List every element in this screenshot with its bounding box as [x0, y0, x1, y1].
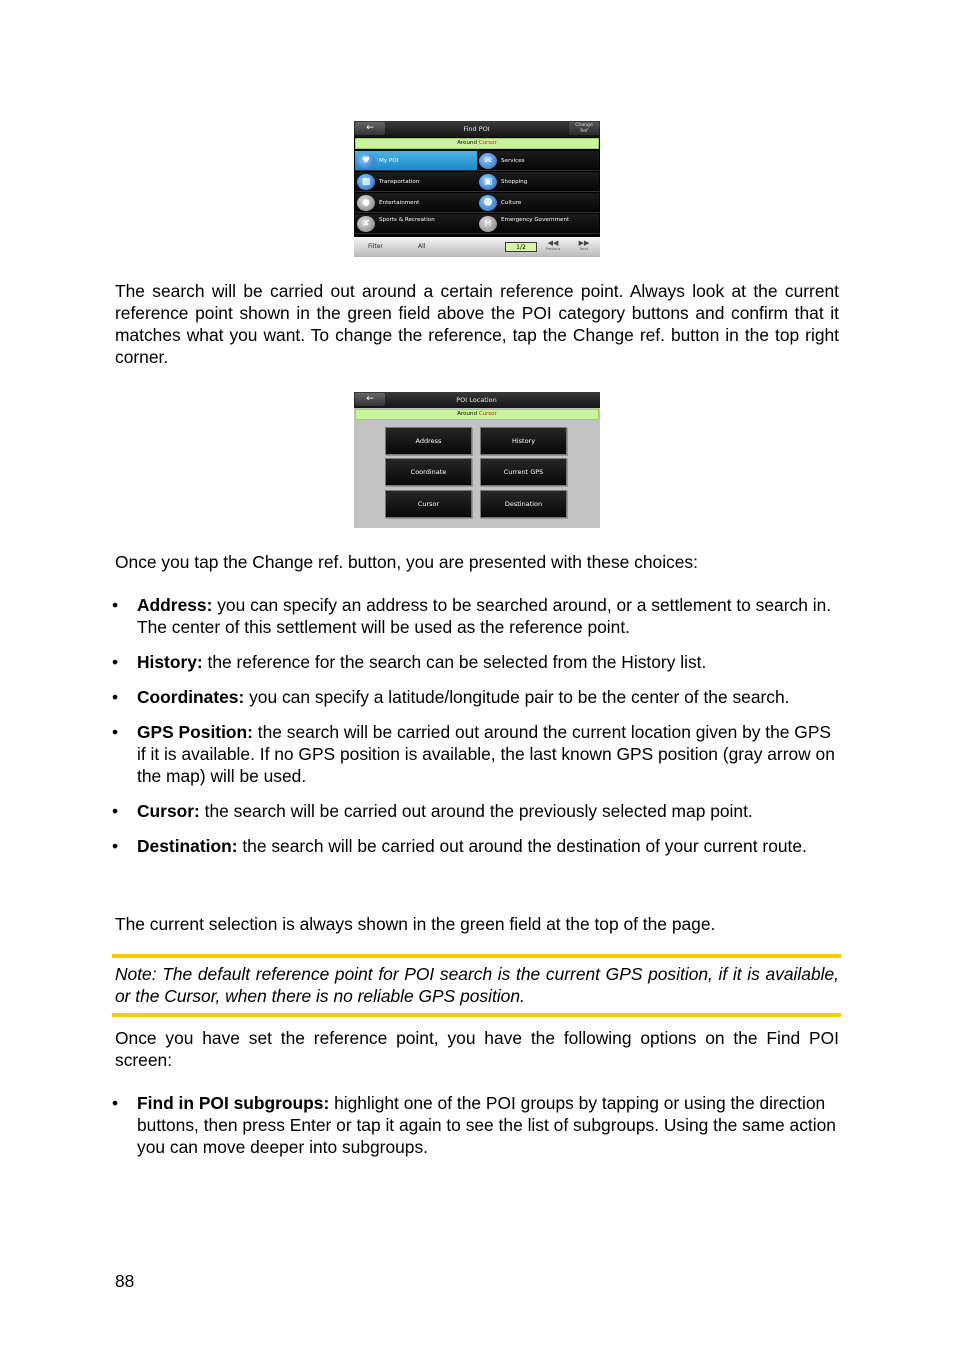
choice-term: GPS Position: — [137, 722, 253, 742]
find-poi-top-bar — [354, 121, 600, 137]
around-label: Around — [457, 140, 477, 146]
poi-location-title: POI Location — [456, 396, 497, 404]
choice-term: Coordinates: — [137, 687, 245, 707]
theater-masks-icon: ☻ — [479, 195, 497, 211]
choice-text: the reference for the search can be selected from the History list. — [202, 652, 707, 672]
choice-coordinates — [108, 686, 839, 708]
bullet: • — [111, 652, 119, 672]
choice-destination — [108, 835, 839, 857]
bullet: • — [111, 1093, 119, 1113]
previous-arrow-icon: ◀◀ — [547, 239, 559, 247]
change-ref-button[interactable] — [569, 122, 599, 135]
poi-location-screenshot — [354, 392, 600, 528]
destination-button[interactable]: Destination — [480, 490, 567, 518]
change-ref-label-1: Change — [575, 123, 593, 128]
paragraph-reference-point: The search will be carried out around a certain reference point. Always look at the current reference point shown in the green field above the POI category buttons and confirm that it matches what you want. To change the reference, tap the Change ref. button in the top right corner. — [115, 281, 839, 367]
around-value: Cursor — [478, 411, 497, 417]
option-text: highlight one of the POI groups by tapping or using the direction buttons, then press Enter or tap it again to see the list of subgroups. Using the same action you can move deeper into subgroups. — [137, 1093, 836, 1157]
choice-text: you can specify an address to be searched around, or a settlement to search in. The center of this settlement will be used as the reference point. — [137, 595, 832, 637]
choice-text: the search will be carried out around the destination of your current route. — [237, 836, 807, 856]
address-button[interactable]: Address — [385, 427, 472, 455]
options-list — [108, 1092, 839, 1158]
back-arrow-icon[interactable]: ← — [355, 393, 385, 406]
category-culture[interactable] — [477, 193, 599, 213]
choice-gps-position — [108, 721, 839, 787]
shopping-cart-icon: ▣ — [479, 174, 497, 190]
sports-icon: ✘ — [357, 216, 375, 232]
category-sports-recreation[interactable] — [355, 214, 477, 234]
choice-term: Destination: — [137, 836, 238, 856]
choices-list — [108, 594, 839, 857]
find-poi-title: Find POI — [463, 125, 490, 133]
current-gps-button[interactable]: Current GPS — [480, 458, 567, 486]
around-label: Around — [457, 411, 477, 417]
page-indicator: 1/2 — [505, 242, 537, 252]
next-arrow-icon: ▶▶ — [578, 239, 590, 247]
find-poi-bottom-bar — [354, 237, 600, 257]
choice-text: the search will be carried out around the current location given by the GPS if it is available. If no GPS position is available, the last known GPS position (gray arrow on the map) will be used. — [137, 722, 835, 786]
page-number: 88 — [115, 1271, 135, 1291]
poi-location-top-bar — [354, 392, 600, 408]
reference-point-field — [355, 409, 599, 420]
bus-icon: ▩ — [357, 174, 375, 190]
option-find-in-subgroups — [108, 1092, 839, 1158]
choice-term: Cursor: — [137, 801, 200, 821]
category-transportation[interactable] — [355, 172, 477, 192]
category-entertainment[interactable] — [355, 193, 477, 213]
filter-button[interactable]: Filter — [368, 243, 383, 250]
choice-text: you can specify a latitude/longitude pair to be the center of the search. — [244, 687, 790, 707]
coordinate-button[interactable]: Coordinate — [385, 458, 472, 486]
category-label: Sports & Recreation — [379, 217, 435, 223]
choice-term: Address: — [137, 595, 213, 615]
category-shopping[interactable] — [477, 172, 599, 192]
bullet: • — [111, 687, 119, 707]
previous-page-button[interactable] — [543, 239, 563, 252]
next-label: Next — [579, 247, 589, 251]
category-label: Emergency Government — [501, 217, 570, 223]
bullet: • — [111, 595, 119, 615]
category-label: Services — [501, 158, 525, 164]
category-label: Entertainment — [379, 200, 420, 206]
choice-text: the search will be carried out around the previously selected map point. — [199, 801, 753, 821]
paragraph-choices-intro: Once you tap the Change ref. button, you are presented with these choices: — [115, 552, 698, 572]
category-services[interactable] — [477, 151, 599, 171]
find-poi-screenshot — [354, 121, 600, 257]
around-value: Cursor — [478, 140, 497, 146]
bullet: • — [111, 836, 119, 856]
reference-point-field — [355, 138, 599, 149]
choice-term: History: — [137, 652, 203, 672]
back-arrow-icon[interactable]: ← — [355, 122, 385, 135]
category-emergency-government[interactable] — [477, 214, 599, 234]
choice-address — [108, 594, 839, 638]
choice-history — [108, 651, 839, 673]
choice-cursor — [108, 800, 839, 822]
film-icon: ● — [357, 195, 375, 211]
heart-icon: ♥ — [357, 153, 375, 169]
category-label: Shopping — [501, 179, 528, 185]
note-bottom-rule — [112, 1013, 841, 1017]
category-label: My POI — [379, 158, 399, 164]
history-button[interactable]: History — [480, 427, 567, 455]
change-ref-label-2: Ref — [580, 128, 588, 134]
category-label: Culture — [501, 200, 522, 206]
option-term: Find in POI subgroups: — [137, 1093, 330, 1113]
paragraph-current-selection: The current selection is always shown in the green field at the top of the page. — [115, 914, 716, 934]
bullet: • — [111, 801, 119, 821]
note-top-rule — [112, 954, 841, 958]
category-label: Transportation — [379, 179, 420, 185]
note-text: Note: The default reference point for POI search is the current GPS position, if it is available, or the Cursor, when there is no reliable GPS position. — [115, 964, 839, 1006]
filter-value[interactable]: All — [418, 243, 426, 250]
paragraph-options-intro: Once you have set the reference point, you have the following options on the Find POI screen: — [115, 1028, 839, 1070]
category-my-poi[interactable] — [355, 151, 477, 171]
hospital-icon: H — [479, 216, 497, 232]
cursor-button[interactable]: Cursor — [385, 490, 472, 518]
envelope-icon: ✉ — [479, 153, 497, 169]
next-page-button[interactable] — [574, 239, 594, 252]
previous-label: Previous — [545, 247, 561, 251]
bullet: • — [111, 722, 119, 742]
